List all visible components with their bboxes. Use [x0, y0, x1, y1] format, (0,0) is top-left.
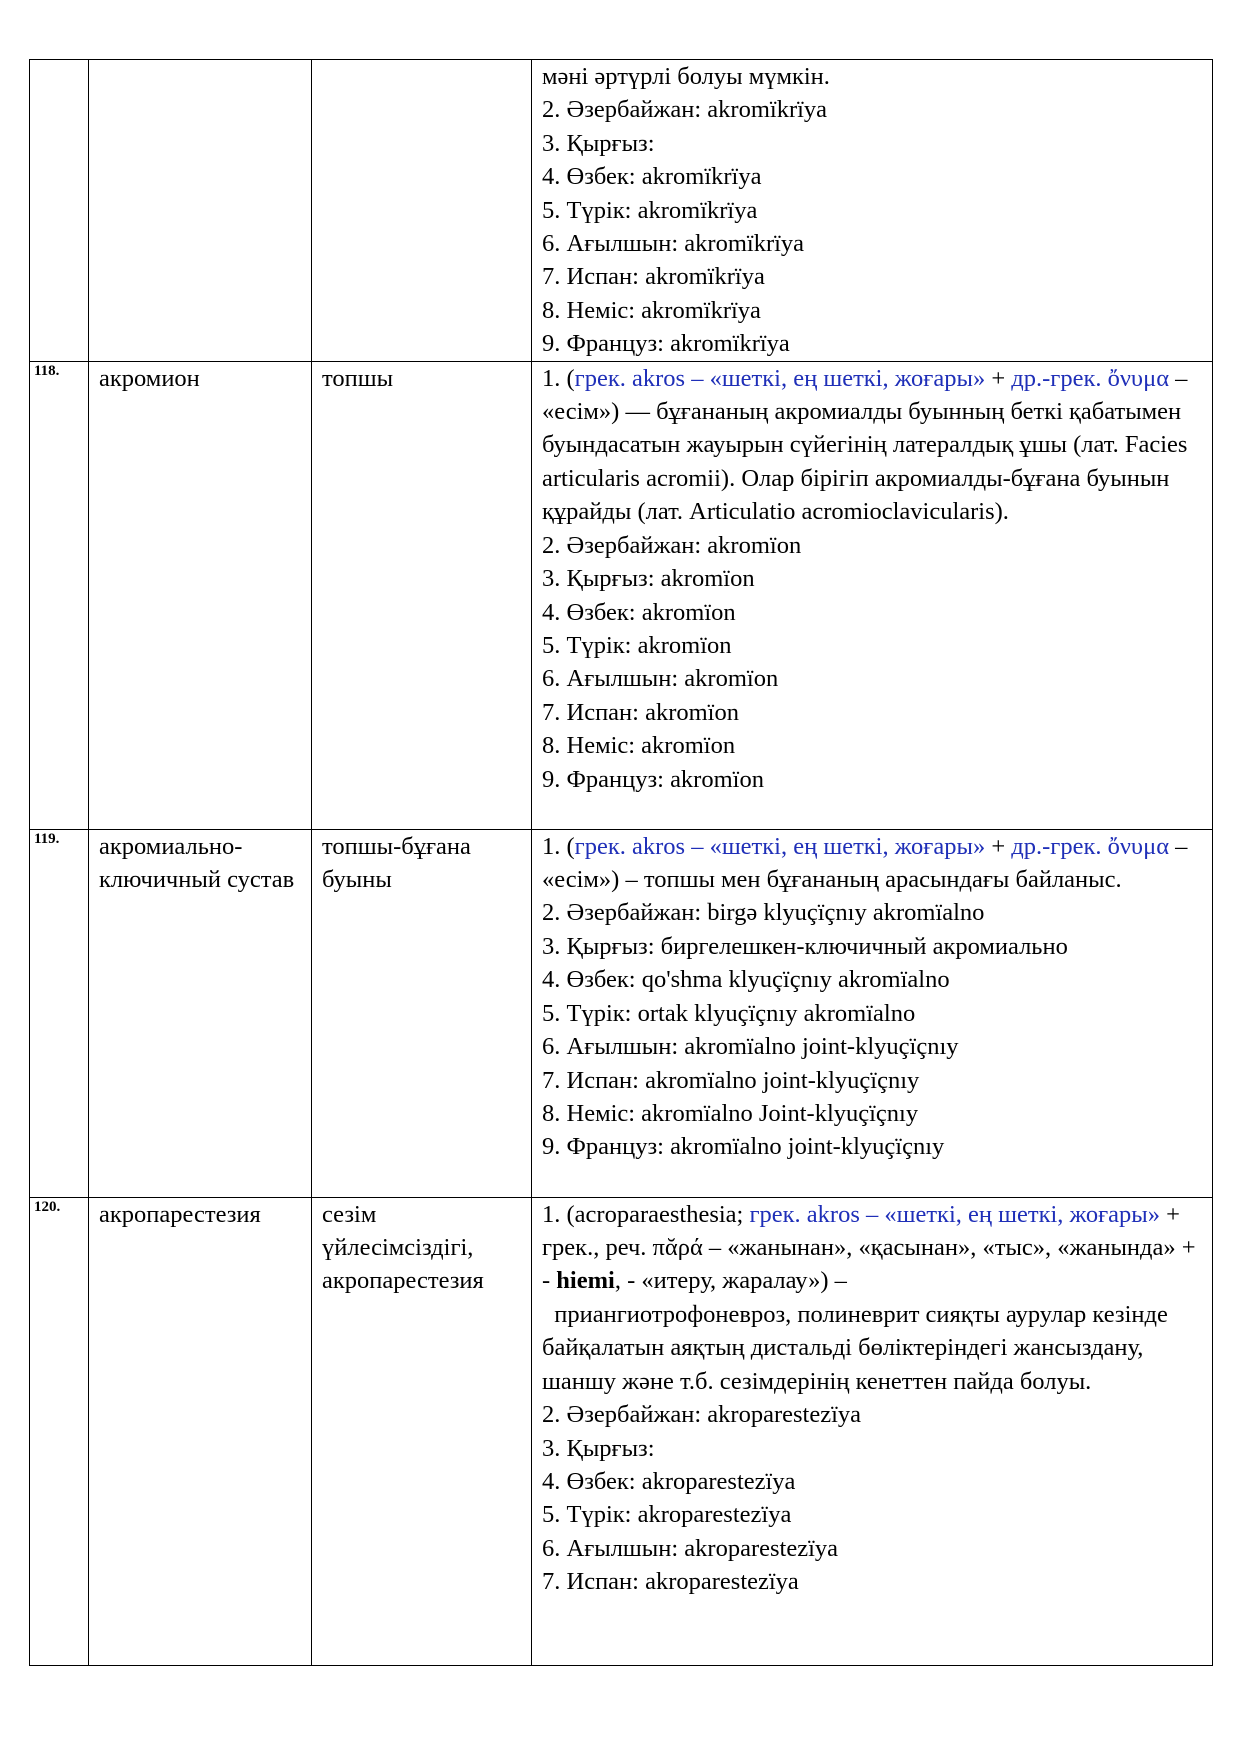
translation-line: 2. Әзербайжан: birgə klyuçïçnıy akromïalno: [542, 899, 985, 927]
translation-line: 8. Неміс: akromïalno Joint-klyuçïçnıy: [542, 1099, 919, 1127]
definition-cell: [532, 829, 1213, 1197]
table-row: [30, 1197, 1213, 1665]
entry-number: 118.: [30, 361, 89, 829]
translation-line: 5. Түрік: akroparestezïya: [542, 1501, 792, 1529]
definition-text: 1. (грек. akros – «шеткі, ең шеткі, жоғары» + др.-грек. ὄνυμα – «есім») — бұғананың акромиалды буынның беткі қабатымен буындасатын жауырын сүйегінің латералдық ұшы (лат. Facies articularis acromii). Олар бірігіп акромиалды-бұғана буынын құрайды (лат. Articulatio acromioclavicularis).: [542, 364, 1188, 526]
kazakh-term: топшы: [312, 361, 532, 829]
translation-line: 2. Әзербайжан: akromïkrïya: [542, 96, 828, 124]
definition-line: мәні әртүрлі болуы мүмкін.: [542, 63, 830, 90]
translation-line: 5. Түрік: akromïkrïya: [542, 196, 758, 224]
translation-line: 4. Өзбек: akromïkrïya: [542, 163, 762, 191]
translation-line: 4. Өзбек: qo'shma klyuçïçnıy akromïalno: [542, 966, 950, 994]
definition-cell: [532, 60, 1213, 362]
russian-term: [89, 60, 312, 362]
translation-line: 6. Ағылшын: akromïalno joint-klyuçïçnıy: [542, 1033, 959, 1061]
translation-line: 3. Қырғыз: akromïon: [542, 565, 755, 593]
russian-term: акромиально-ключичный сустав: [89, 829, 312, 1197]
translation-line: 5. Түрік: akromïon: [542, 631, 732, 659]
definition-body: приангиотрофоневроз, полиневрит сияқты аурулар кезінде байқалатын аяқтың дистальді бөліктеріндегі жансыздану, шаншу және т.б. сезімдерінің кенеттен пайда болуы.: [542, 1300, 1174, 1395]
translation-line: 3. Қырғыз:: [542, 1434, 655, 1462]
translation-line: 6. Ағылшын: akroparestezïya: [542, 1534, 839, 1562]
table-row: [30, 361, 1213, 829]
translation-line: 9. Француз: akromïalno joint-klyuçïçnıy: [542, 1133, 945, 1161]
translation-line: 6. Ағылшын: akromïon: [542, 665, 779, 693]
translation-line: 7. Испан: akromïalno joint-klyuçïçnıy: [542, 1066, 920, 1094]
translation-line: 8. Неміс: akromïkrïya: [542, 296, 761, 324]
kazakh-term: сезім үйлесімсіздігі, акропарестезия: [312, 1197, 532, 1665]
dictionary-table: [29, 59, 1213, 1666]
russian-term: акромион: [89, 361, 312, 829]
etymology-ancient-greek: др.-грек. ὄνυμα: [1011, 832, 1170, 860]
russian-term: акропарестезия: [89, 1197, 312, 1665]
translation-line: 7. Испан: akromïkrïya: [542, 263, 765, 291]
etymology-greek: грек. akros – «шеткі, ең шеткі, жоғары»: [749, 1200, 1160, 1228]
definition-cell: [532, 1197, 1213, 1665]
translation-line: 8. Неміс: akromïon: [542, 732, 736, 760]
table-row: [30, 829, 1213, 1197]
definition-cell: [532, 361, 1213, 829]
entry-number: [30, 60, 89, 362]
etymology-greek: грек. akros – «шеткі, ең шеткі, жоғары»: [574, 364, 986, 392]
entry-number: 119.: [30, 829, 89, 1197]
translation-line: 6. Ағылшын: akromïkrïya: [542, 230, 805, 258]
translation-line: 2. Әзербайжан: akroparestezïya: [542, 1401, 862, 1429]
definition-text: 1. (грек. akros – «шеткі, ең шеткі, жоғары» + др.-грек. ὄνυμα – «есім») – топшы мен бұғананың арасындағы байланыс.: [542, 832, 1188, 894]
entry-number: 120.: [30, 1197, 89, 1665]
translation-line: 4. Өзбек: akroparestezïya: [542, 1467, 796, 1495]
translation-line: 2. Әзербайжан: akromïon: [542, 531, 802, 559]
translation-line: 5. Түрік: ortak klyuçïçnıy akromïalno: [542, 999, 916, 1027]
etymology-ancient-greek: др.-грек. ὄνυμα: [1011, 364, 1170, 392]
definition-text: 1. (acroparaesthesia; грек. akros – «шеткі, ең шеткі, жоғары» + грек., реч. πᾰρά – «жанынан», «қасынан», «тыс», «жанында» + - hiemi, - «итеру, жаралау») –: [542, 1200, 1196, 1295]
translation-line: 3. Қырғыз:: [542, 129, 655, 157]
kazakh-term: [312, 60, 532, 362]
translation-line: 7. Испан: akroparestezïya: [542, 1568, 799, 1596]
etymology-greek: грек. akros – «шеткі, ең шеткі, жоғары»: [574, 832, 986, 860]
translation-line: 7. Испан: akromïon: [542, 698, 739, 726]
translation-line: 4. Өзбек: akromïon: [542, 598, 736, 626]
kazakh-term: топшы-бұғана буыны: [312, 829, 532, 1197]
table-row: [30, 60, 1213, 362]
translation-line: 3. Қырғыз: биргелешкен-ключичный акромиально: [542, 932, 1068, 960]
translation-line: 9. Француз: akromïon: [542, 765, 764, 793]
translation-line: 9. Француз: akromïkrïya: [542, 330, 790, 358]
